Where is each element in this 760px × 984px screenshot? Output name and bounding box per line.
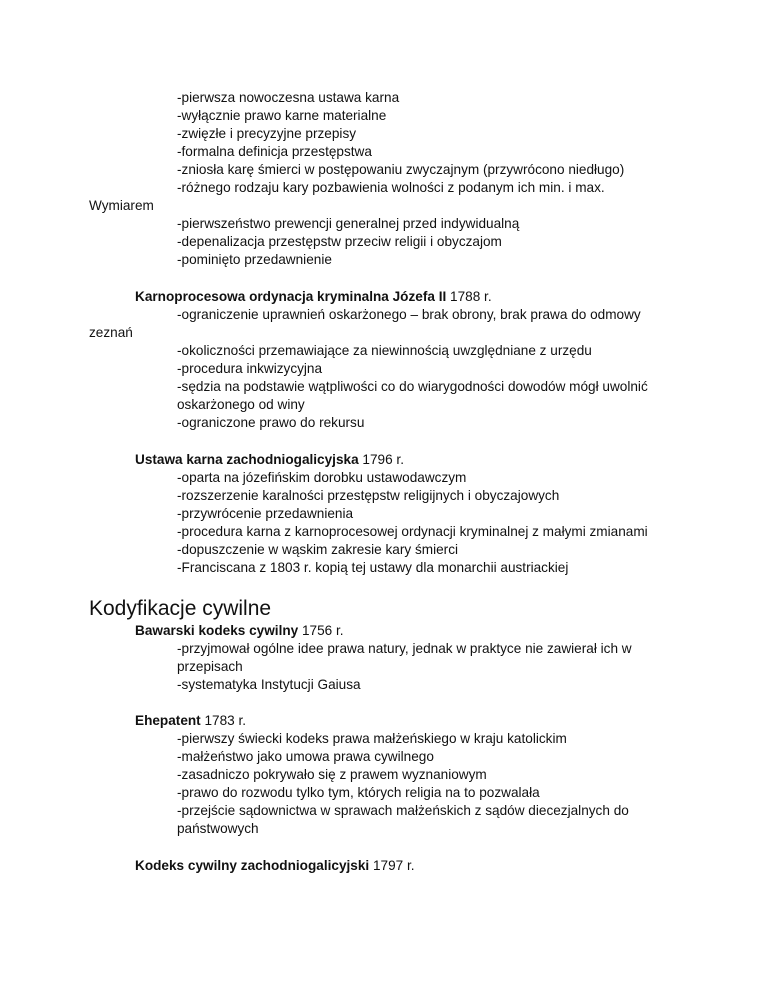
list-item-continuation: przepisach [177, 659, 243, 674]
list-item-continuation: państwowych [177, 821, 259, 836]
section-year: 1797 r. [369, 858, 415, 873]
list-item-continuation: Wymiarem [89, 198, 154, 213]
list-item: -zwięzłe i precyzyjne przepisy [177, 126, 357, 141]
list-item: -pierwszy świecki kodeks prawa małżeńskiego w kraju katolickim [177, 731, 567, 746]
list-item: -ograniczone prawo do rekursu [177, 415, 365, 430]
list-item: -wyłącznie prawo karne materialne [177, 108, 387, 123]
section-heading-kodeks [135, 857, 415, 875]
section-title: Karnoprocesowa ordynacja kryminalna Józefa II [135, 289, 447, 304]
list-item: -pominięto przedawnienie [177, 252, 332, 267]
list-item: -okoliczności przemawiające za niewinnością uwzględniane z urzędu [177, 343, 592, 358]
section-heading-ustawa [135, 451, 404, 469]
section-year: 1788 r. [446, 289, 492, 304]
list-item: -dopuszczenie w wąskim zakresie kary śmierci [177, 542, 459, 557]
list-item: -Franciscana z 1803 r. kopią tej ustawy dla monarchii austriackiej [177, 560, 569, 575]
section-title: Kodeks cywilny zachodniogalicyjski [135, 858, 370, 873]
list-item: -formalna definicja przestępstwa [177, 144, 372, 159]
list-item: -systematyka Instytucji Gaiusa [177, 677, 361, 692]
section-heading-bawarski [135, 622, 344, 640]
list-item: -przywrócenie przedawnienia [177, 506, 354, 521]
list-item: -rozszerzenie karalności przestępstw religijnych i obyczajowych [177, 488, 560, 503]
list-item: -zasadniczo pokrywało się z prawem wyznaniowym [177, 767, 487, 782]
section-title: Ehepatent [135, 713, 201, 728]
section-year: 1783 r. [200, 713, 247, 728]
section-title: Ustawa karna zachodniogalicyjska [135, 452, 359, 467]
list-item: -procedura karna z karnoprocesowej ordynacji kryminalnej z małymi zmianami [177, 524, 648, 539]
list-item: -oparta na józefińskim dorobku ustawodawczym [177, 470, 467, 485]
section-heading-karnoprocesowa [135, 288, 492, 306]
list-item: -pierwsza nowoczesna ustawa karna [177, 90, 400, 105]
list-item: -różnego rodzaju kary pozbawienia wolności z podanym ich min. i max. [177, 180, 605, 195]
section-year: 1756 r. [298, 623, 344, 638]
section-heading-ehepatent [135, 712, 246, 730]
list-item-continuation: oskarżonego od winy [177, 397, 305, 412]
list-item: -przyjmował ogólne idee prawa natury, jednak w praktyce nie zawierał ich w [177, 641, 632, 656]
section-year: 1796 r. [358, 452, 404, 467]
list-item: -sędzia na podstawie wątpliwości co do wiarygodności dowodów mógł uwolnić [177, 379, 648, 394]
list-item: -depenalizacja przestępstw przeciw religii i obyczajom [177, 234, 502, 249]
list-item-continuation: zeznań [89, 325, 133, 340]
list-item: -prawo do rozwodu tylko tym, których religia na to pozwalała [177, 785, 540, 800]
section-heading-kodyfikacje: Kodyfikacje cywilne [89, 597, 272, 620]
list-item: -małżeństwo jako umowa prawa cywilnego [177, 749, 434, 764]
list-item: -pierwszeństwo prewencji generalnej przed indywidualną [177, 216, 520, 231]
section-title: Bawarski kodeks cywilny [135, 623, 299, 638]
list-item: -przejście sądownictwa w sprawach małżeńskich z sądów diecezjalnych do [177, 803, 629, 818]
list-item: -zniosła karę śmierci w postępowaniu zwyczajnym (przywrócono niedługo) [177, 162, 625, 177]
list-item: -procedura inkwizycyjna [177, 361, 323, 376]
list-item: -ograniczenie uprawnień oskarżonego – brak obrony, brak prawa do odmowy [177, 307, 641, 322]
